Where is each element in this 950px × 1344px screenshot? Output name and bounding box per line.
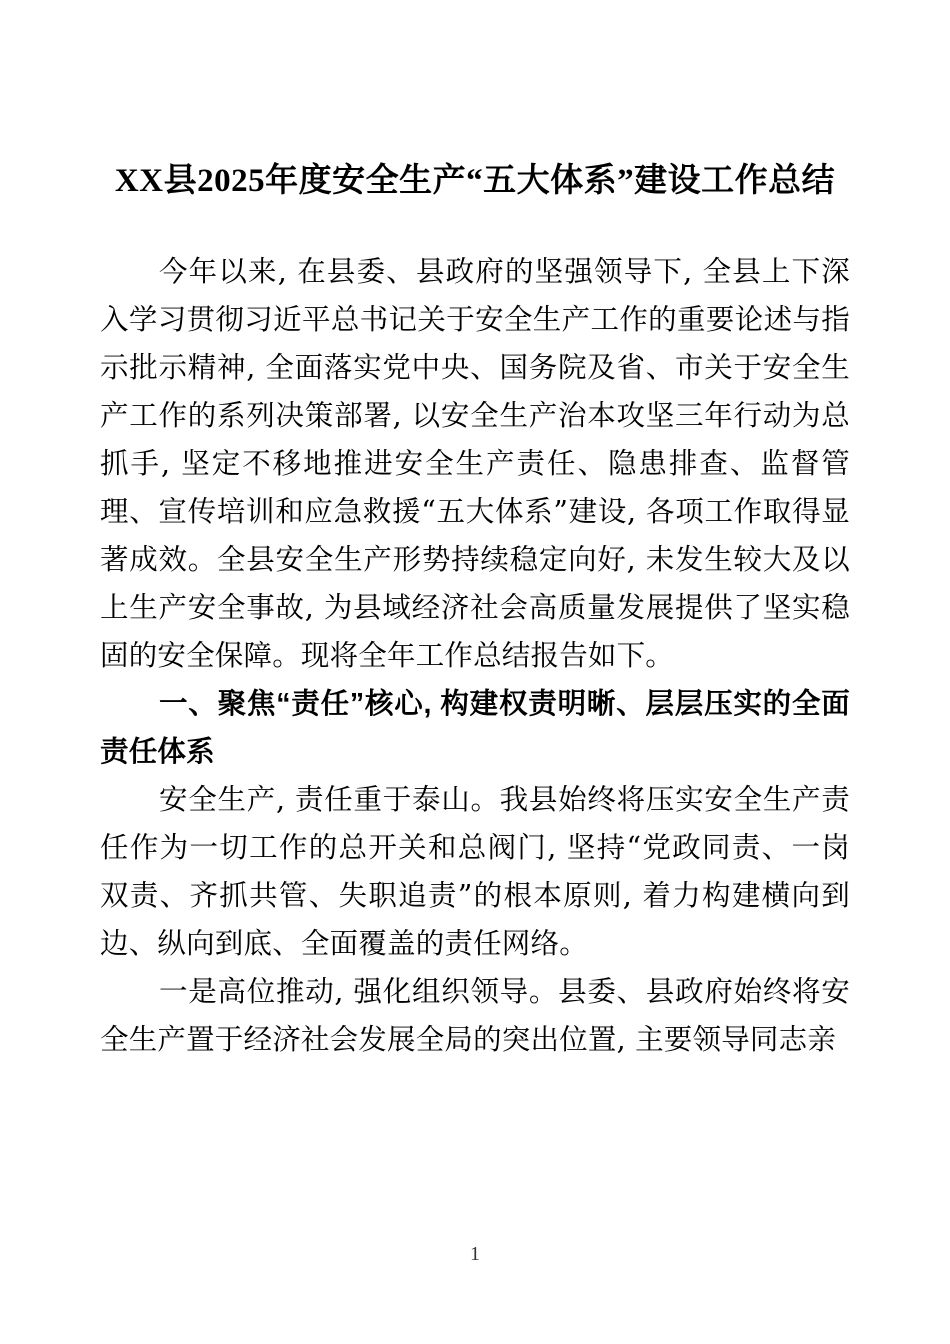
document-title-line-1: XX县2025年度安全生产“五大体系”建设工作 bbox=[114, 163, 769, 199]
page-content bbox=[100, 0, 850, 1064]
body-paragraph-intro: 今年以来, 在县委、县政府的坚强领导下, 全县上下深入学习贯彻习近平总书记关于安全生产工作的重要论述与指示批示精神, 全面落实党中央、国务院及省、市关于安全生产工作的系列决策部署, 以安全生产治本攻坚三年行动为总抓手, 坚定不移地推进安全生产责任、隐患排查、监督管理、宣传培训和应急救援“五大体系”建设, 各项工作取得显著成效。全县安全生产形势持续稳定向好, 未发生较大及以上生产安全事故, 为县域经济社会高质量发展提供了坚实稳固的安全保障。现将全年工作总结报告如下。 bbox=[100, 255, 850, 672]
body-paragraph-responsibility: 安全生产, 责任重于泰山。我县始终将压实安全生产责任作为一切工作的总开关和总阀门, 坚持“党政同责、一岗双责、齐抓共管、失职追责”的根本原则, 着力构建横向到边、纵向到底、全面覆盖的责任网络。 bbox=[100, 783, 850, 960]
body-paragraph-point-one: 一是高位推动, 强化组织领导。县委、县政府始终将安全生产置于经济社会发展全局的突出位置, 主要领导同志亲 bbox=[100, 975, 850, 1056]
section-heading-1: 一、聚焦“责任”核心, 构建权责明晰、层层压实的全面责任体系 bbox=[100, 688, 850, 768]
page-number: 1 bbox=[470, 1243, 480, 1265]
document-title-line-2: 总结 bbox=[768, 163, 836, 199]
document-title bbox=[100, 0, 850, 205]
